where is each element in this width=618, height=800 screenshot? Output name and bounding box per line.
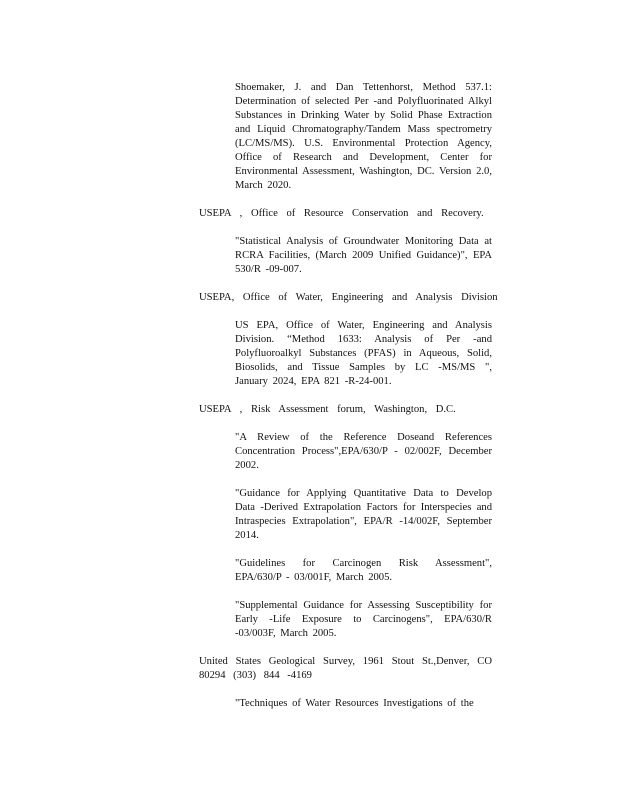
heading-usepa-risk-assessment-forum: USEPA , Risk Assessment forum, Washington, D.C. xyxy=(199,404,456,415)
citation-early-life-exposure-carcinogens: "Supplemental Guidance for Assessing Susceptibility for Early -Life Exposure to Carcinogens", EPA/630/R -03/003F, March 2005. xyxy=(235,600,492,639)
citation-carcinogen-risk-guidelines: "Guidelines for Carcinogen Risk Assessment", EPA/630/P - 03/001F, March 2005. xyxy=(235,558,492,583)
heading-usepa-office-of-water: USEPA, Office of Water, Engineering and Analysis Division xyxy=(199,292,498,303)
citation-review-reference-dose: "A Review of the Reference Doseand References Concentration Process",EPA/630/P - 02/002F, December 2002. xyxy=(235,432,492,471)
citation-method-1633-pfas: US EPA, Office of Water, Engineering and Analysis Division. “Method 1633: Analysis of Per -and Polyfluoroalkyl Substances (PFAS) in Aqueous, Solid, Biosolids, and Tissue Samples by LC -MS/MS ", January 2024, EPA 821 -R-24-001. xyxy=(235,320,492,387)
citation-water-resources-techniques: "Techniques of Water Resources Investigations of the xyxy=(235,698,474,709)
heading-usepa-resource-conservation: USEPA , Office of Resource Conservation and Recovery. xyxy=(199,208,484,219)
citation-quantitative-data-extrapolation: "Guidance for Applying Quantitative Data to Develop Data -Derived Extrapolation Factors for Interspecies and Intraspecies Extrapolation", EPA/R -14/002F, September 2014. xyxy=(235,488,492,541)
citation-shoemaker-method-537-1: Shoemaker, J. and Dan Tettenhorst, Method 537.1: Determination of selected Per -and Polyfluorinated Alkyl Substances in Drinking Water by Solid Phase Extraction and Liquid Chromatography/Tandem Mass spectrometry (LC/MS/MS). U.S. Environmental Protection Agency, Office of Research and Development, Center for Environmental Assessment, Washington, DC. Version 2.0, March 2020. xyxy=(235,82,492,191)
heading-usgs-address: United States Geological Survey, 1961 Stout St.,Denver, CO 80294 (303) 844 -4169 xyxy=(199,656,492,681)
citation-statistical-analysis-groundwater: "Statistical Analysis of Groundwater Monitoring Data at RCRA Facilities, (March 2009 Unified Guidance)", EPA 530/R -09-007. xyxy=(235,236,492,275)
